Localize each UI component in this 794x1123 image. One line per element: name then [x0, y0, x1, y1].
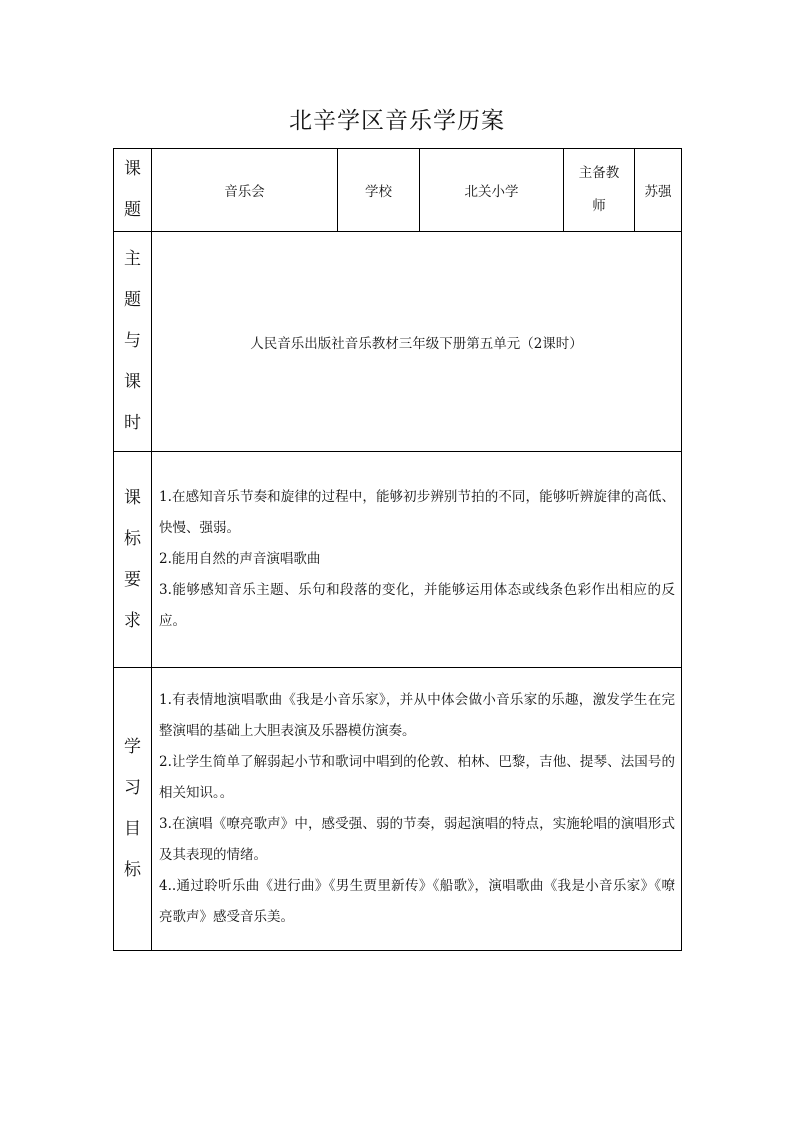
goal-label-cell	[114, 668, 152, 951]
theme-label-char: 时	[124, 413, 141, 433]
theme-label-char: 与	[124, 331, 141, 351]
topic-value: 音乐会	[152, 149, 338, 232]
teacher-label-line: 师	[592, 198, 606, 214]
theme-content: 人民音乐出版社音乐教材三年级下册第五单元（2课时）	[152, 232, 682, 452]
standard-label-char: 课	[124, 487, 141, 508]
theme-label-char: 题	[124, 290, 141, 310]
standard-row	[114, 452, 682, 668]
school-value: 北关小学	[420, 149, 564, 232]
topic-label-cell	[114, 149, 152, 232]
goal-item: 2.让学生简单了解弱起小节和歌词中唱到的伦敦、柏林、巴黎，吉他、提琴、法国号的相关知识。。	[159, 754, 675, 801]
goal-item: 1.有表情地演唱歌曲《我是小音乐家》，并从中体会做小音乐家的乐趣，激发学生在完整演唱的基础上大胆表演及乐器模仿演奏。	[159, 692, 675, 739]
topic-label-char: 课	[124, 159, 141, 179]
header-row	[114, 149, 682, 232]
standard-item: 1.在感知音乐节奏和旋律的过程中，能够初步辨别节拍的不同，能够听辨旋律的高低、快慢、强弱。	[159, 489, 675, 536]
goal-item: 3.在演唱《嘹亮歌声》中，感受强、弱的节奏，弱起演唱的特点，实施轮唱的演唱形式及其表现的情绪。	[159, 816, 675, 863]
goal-item: 4..通过聆听乐曲《进行曲》《男生贾里新传》《船歌》，演唱歌曲《我是小音乐家》《嘹亮歌声》感受音乐美。	[159, 878, 675, 925]
teacher-value: 苏强	[635, 149, 682, 232]
lesson-plan-table	[113, 148, 682, 951]
standard-label-char: 标	[124, 528, 141, 549]
goal-label-char: 目	[124, 819, 141, 839]
teacher-label-line: 主备教	[578, 165, 620, 181]
goal-label-char: 标	[124, 860, 141, 880]
standard-label-char: 求	[124, 610, 141, 631]
theme-label-char: 主	[124, 249, 141, 269]
theme-label-cell	[114, 232, 152, 452]
school-label: 学校	[338, 149, 420, 232]
theme-row	[114, 232, 682, 452]
standard-label-cell	[114, 452, 152, 668]
goal-label-char: 学	[124, 737, 141, 757]
goal-content	[152, 668, 682, 951]
standard-item: 2.能用自然的声音演唱歌曲	[159, 551, 321, 567]
topic-label-char: 题	[124, 200, 141, 220]
goal-row	[114, 668, 682, 951]
standard-label-char: 要	[124, 569, 141, 590]
page-title: 北辛学区音乐学历案	[289, 108, 505, 134]
standard-content	[152, 452, 682, 668]
goal-label-char: 习	[124, 778, 141, 798]
teacher-label-cell	[564, 149, 635, 232]
theme-label-char: 课	[124, 372, 141, 392]
standard-item: 3.能够感知音乐主题、乐句和段落的变化，并能够运用体态或线条色彩作出相应的反应。	[159, 582, 675, 629]
